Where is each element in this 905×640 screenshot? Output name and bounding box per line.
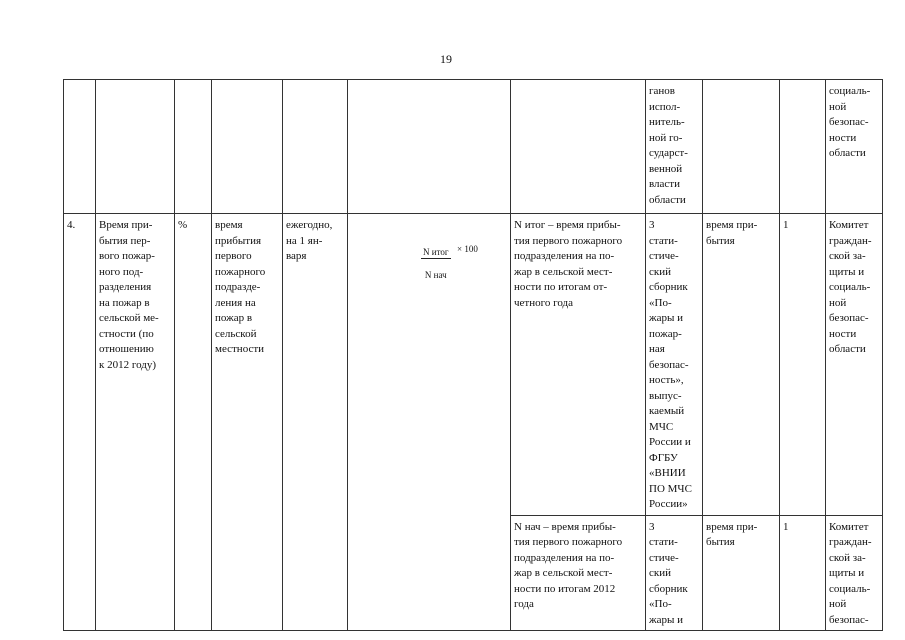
formula	[351, 234, 507, 280]
indicator-table	[63, 79, 883, 631]
cell-empty	[96, 515, 175, 631]
cell-responsible: Комитет граждан- ской за- щиты и социаль- ной безопас- ности области	[826, 214, 883, 516]
cell-empty	[212, 80, 283, 214]
source-text: стати- стиче- ский сборник «По- жары и	[649, 536, 688, 626]
cell-row-number: 4.	[64, 214, 96, 516]
method-code: 3	[649, 219, 655, 231]
cell-empty	[283, 515, 348, 631]
cell-empty	[212, 515, 283, 631]
cell-definition: время прибытия первого пожарного подразде- ления на пожар в сельской местности	[212, 214, 283, 516]
cell-formula	[348, 214, 511, 516]
cell-empty	[283, 80, 348, 214]
cell-source	[646, 214, 703, 516]
page-number: 19	[440, 52, 452, 66]
cell-empty	[348, 80, 511, 214]
table-row-4	[64, 214, 883, 516]
cell-variable: N итог – время прибы- тия первого пожарного подразделения на по- жар в сельской мест- ности по итогам от- четного года	[511, 214, 646, 516]
cell-empty	[64, 515, 96, 631]
formula-numerator: N итог	[423, 246, 449, 257]
cell-empty	[64, 80, 96, 214]
cell-responsible: Комитет граждан- ской за- щиты и социаль- ной безопас-	[826, 515, 883, 631]
cell-indicator: время при- бытия	[703, 515, 780, 631]
cell-empty	[175, 80, 212, 214]
cell-code: 1	[780, 214, 826, 516]
formula-denominator: N нач	[424, 269, 447, 280]
cell-empty	[348, 515, 511, 631]
formula-multiplier: × 100	[457, 243, 478, 254]
cell-period: ежегодно, на 1 ян- варя	[283, 214, 348, 516]
cell-source: ганов испол- нитель- ной го- сударст- венной власти области	[646, 80, 703, 214]
cell-empty	[96, 80, 175, 214]
cell-indicator-name: Время при- бытия пер- вого пожар- ного под- разделения на пожар в сельской ме- стности (по отношению к 2012 году)	[96, 214, 175, 516]
fraction	[421, 236, 451, 292]
cell-indicator: время при- бытия	[703, 214, 780, 516]
cell-responsible: социаль- ной безопас- ности области	[826, 80, 883, 214]
table-row-4-sub	[64, 515, 883, 631]
cell-source	[646, 515, 703, 631]
source-text: стати- стиче- ский сборник «По- жары и пожар- ная безопас- ность», выпус- каемый МЧС России и ФГБУ «ВНИИ ПО МЧС России»	[649, 234, 692, 510]
cell-empty	[175, 515, 212, 631]
cell-variable: N нач – время прибы- тия первого пожарного подразделения на по- жар в сельской мест- ности по итогам 2012 года	[511, 515, 646, 631]
table-row-continuation	[64, 80, 883, 214]
cell-empty	[703, 80, 780, 214]
cell-empty	[780, 80, 826, 214]
cell-code: 1	[780, 515, 826, 631]
cell-empty	[511, 80, 646, 214]
method-code: 3	[649, 520, 655, 533]
cell-unit: %	[175, 214, 212, 516]
